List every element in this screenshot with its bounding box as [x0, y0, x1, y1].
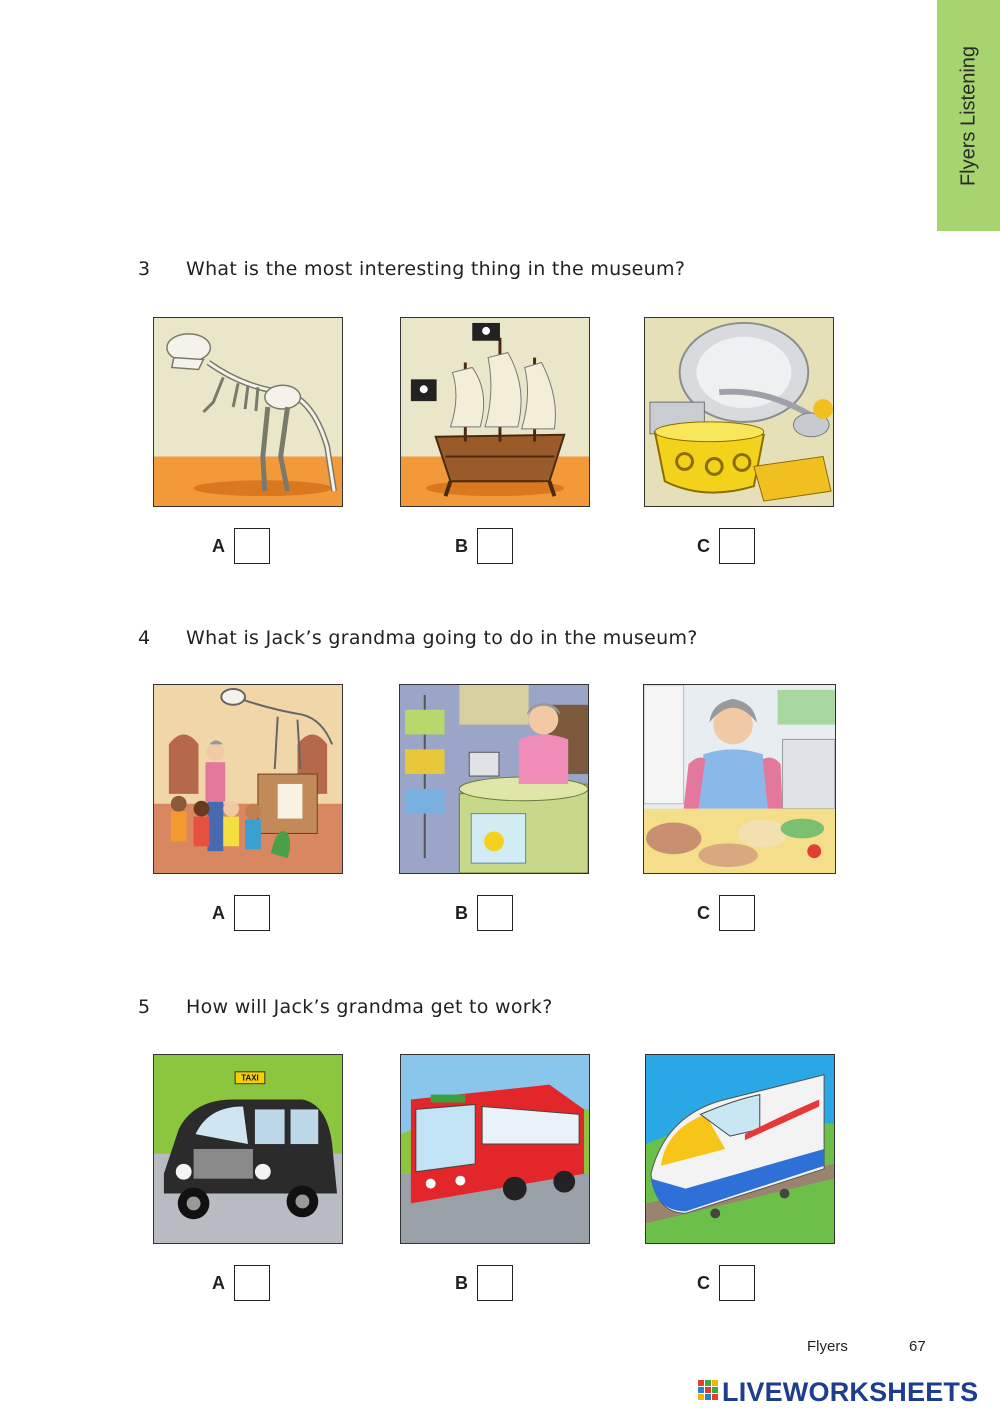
brand	[698, 1376, 998, 1410]
option-letter: A	[212, 1273, 225, 1293]
picture-taxi	[153, 1054, 343, 1244]
question-number: 5	[138, 996, 151, 1018]
option-letter: C	[697, 1273, 710, 1293]
answer-checkbox[interactable]	[719, 895, 755, 931]
answer-checkbox[interactable]	[477, 895, 513, 931]
question-5	[0, 996, 1000, 1326]
option-letter: C	[697, 536, 710, 556]
page-number: 67	[909, 1338, 926, 1355]
question-3	[0, 258, 1000, 588]
question-number: 3	[138, 258, 151, 280]
question-text: What is the most interesting thing in the museum?	[186, 258, 686, 280]
question-number: 4	[138, 627, 151, 649]
question-text: What is Jack’s grandma going to do in the museum?	[186, 627, 698, 649]
picture-dinosaur-skeleton	[153, 317, 343, 507]
picture-grandma-at-shop-counter	[399, 684, 589, 874]
option-letter: A	[212, 536, 225, 556]
picture-grandma-guiding-children	[153, 684, 343, 874]
answer-checkbox[interactable]	[477, 1265, 513, 1301]
answer-checkbox[interactable]	[719, 528, 755, 564]
option-letter: B	[455, 1273, 468, 1293]
picture-train	[645, 1054, 835, 1244]
picture-pirate-ship-model	[400, 317, 590, 507]
answer-checkbox[interactable]	[234, 895, 270, 931]
answer-checkbox[interactable]	[234, 528, 270, 564]
answer-checkbox[interactable]	[719, 1265, 755, 1301]
question-text: How will Jack’s grandma get to work?	[186, 996, 553, 1018]
brand-name: LIVEWORKSHEETS	[722, 1377, 979, 1407]
picture-treasure-objects	[644, 317, 834, 507]
side-tab	[937, 0, 1000, 231]
footer-label: Flyers	[807, 1338, 848, 1355]
picture-bus	[400, 1054, 590, 1244]
taxi-sign: TAXI	[241, 1073, 259, 1083]
answer-checkbox[interactable]	[234, 1265, 270, 1301]
option-letter: C	[697, 903, 710, 923]
answer-checkbox[interactable]	[477, 528, 513, 564]
side-tab-label: Flyers Listening	[957, 45, 979, 186]
option-letter: A	[212, 903, 225, 923]
option-letter: B	[455, 536, 468, 556]
picture-grandma-making-sandwiches	[643, 684, 836, 874]
option-letter: B	[455, 903, 468, 923]
question-4	[0, 627, 1000, 957]
liveworksheets-logo-icon	[698, 1380, 720, 1406]
